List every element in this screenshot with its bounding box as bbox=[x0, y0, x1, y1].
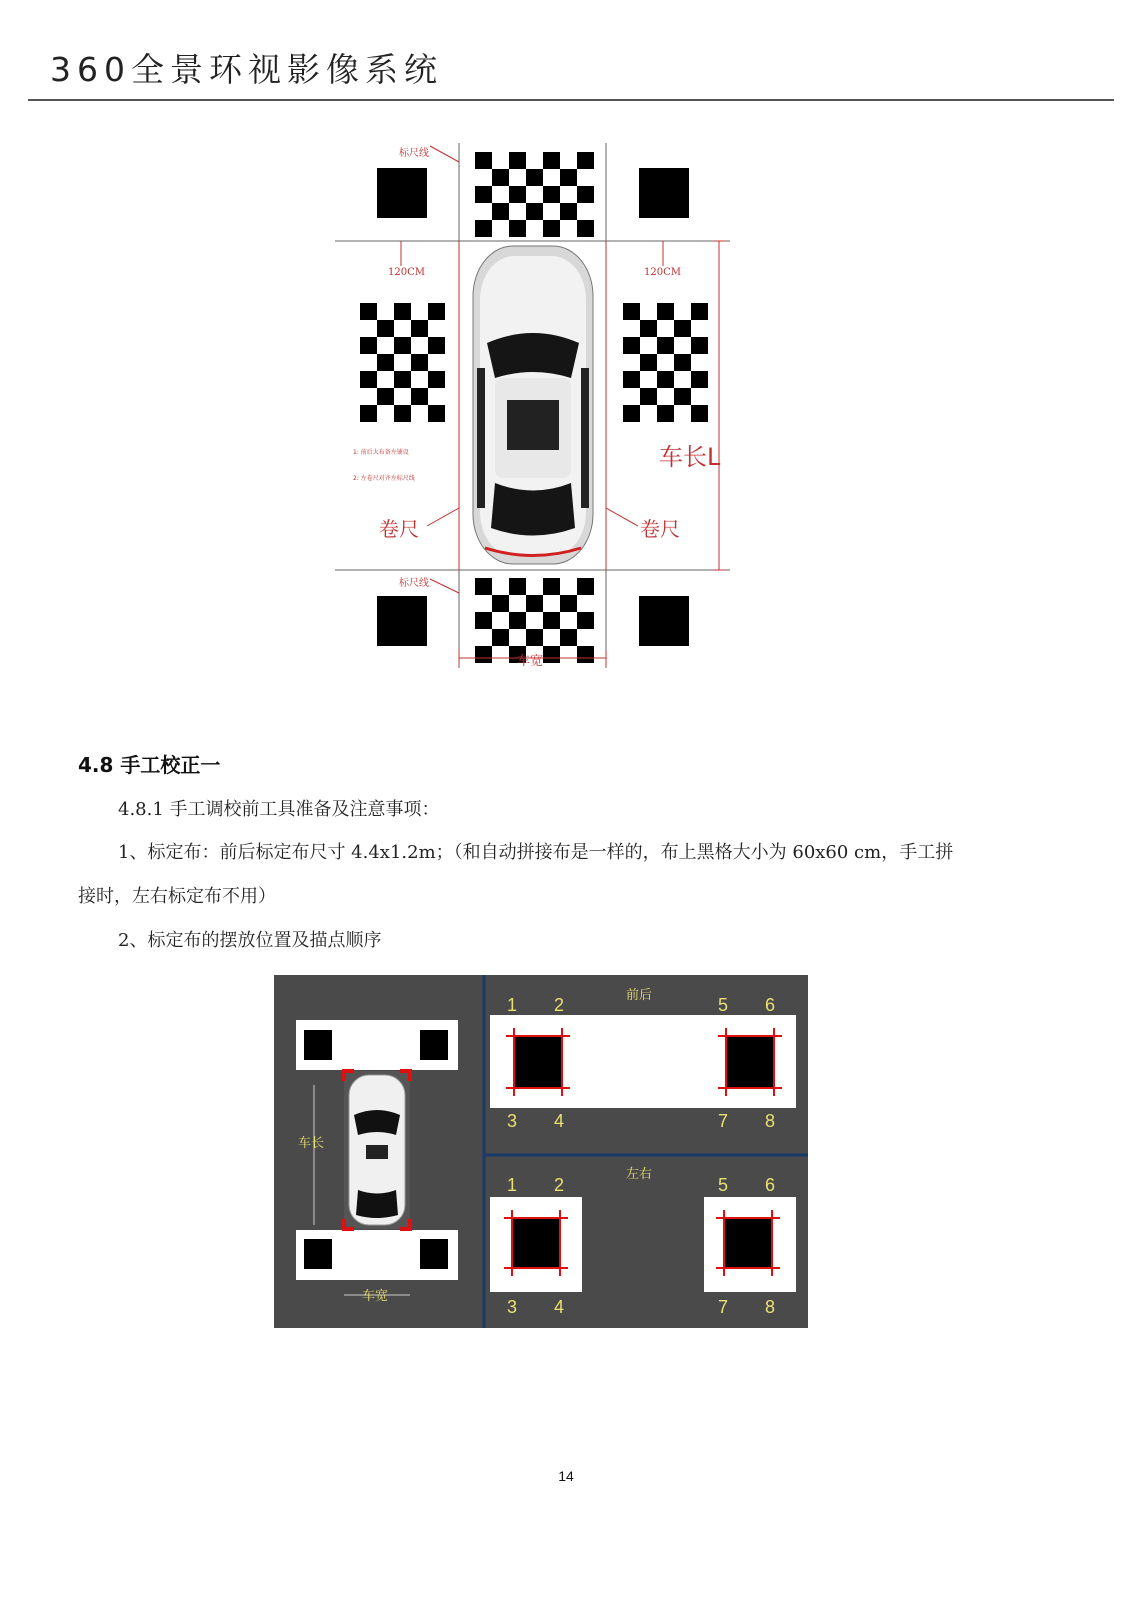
checker-cell bbox=[691, 405, 708, 422]
checker-cell bbox=[492, 203, 509, 220]
checker-cell bbox=[394, 303, 411, 320]
calibration-layout-figure bbox=[335, 138, 735, 678]
checker-cell bbox=[377, 354, 394, 371]
fb-point-2: 2 bbox=[554, 995, 565, 1015]
distance-120cm-right: 120CM bbox=[644, 267, 681, 278]
checker-cell bbox=[560, 203, 577, 220]
checker-cell bbox=[360, 405, 377, 422]
ruler-line-label-top: 标尺线 bbox=[399, 148, 429, 159]
note-2: 2: 左卷尺对齐左标尺线 bbox=[353, 475, 415, 482]
car-length-label: 车长L bbox=[659, 443, 721, 471]
lr-point-8: 8 bbox=[765, 1297, 776, 1317]
checker-cell bbox=[509, 612, 526, 629]
item-1-line-1: 1、标定布：前后标定布尺寸 4.4x1.2m；（和自动拼接布是一样的，布上黑格大小为 60x60 cm，手工拼 bbox=[118, 842, 954, 863]
checker-cell bbox=[543, 220, 560, 237]
checker-cell bbox=[640, 388, 657, 405]
checker-cell bbox=[543, 578, 560, 595]
checker-cell bbox=[509, 186, 526, 203]
checker-cell bbox=[428, 371, 445, 388]
checker-cell bbox=[394, 405, 411, 422]
lr-point-6: 6 bbox=[765, 1175, 776, 1195]
checker-cell bbox=[543, 612, 560, 629]
checker-cell bbox=[543, 646, 560, 663]
checker-cell bbox=[377, 388, 394, 405]
checkerboard-top bbox=[475, 152, 594, 237]
checker-cell bbox=[526, 595, 543, 612]
corner-square-top-right bbox=[639, 168, 689, 218]
item-1-line-2: 接时，左右标定布不用） bbox=[78, 886, 276, 907]
checker-cell bbox=[657, 405, 674, 422]
checker-cell bbox=[360, 371, 377, 388]
fig2-car-length-label: 车长 bbox=[298, 1136, 325, 1151]
car-width-label: 车宽 bbox=[517, 654, 544, 669]
lr-point-4: 4 bbox=[554, 1297, 565, 1317]
checker-cell bbox=[577, 612, 594, 629]
checker-cell bbox=[509, 578, 526, 595]
checker-cell bbox=[674, 388, 691, 405]
lr-point-2: 2 bbox=[554, 1175, 565, 1195]
checker-cell bbox=[543, 152, 560, 169]
checker-cell bbox=[475, 186, 492, 203]
checker-cell bbox=[360, 337, 377, 354]
checker-cell bbox=[360, 303, 377, 320]
checker-cell bbox=[428, 303, 445, 320]
checker-cell bbox=[691, 371, 708, 388]
header-divider bbox=[28, 99, 1114, 101]
checker-cell bbox=[560, 595, 577, 612]
note-1: 1: 前后大布备左铺设 bbox=[353, 449, 409, 456]
fb-point-6: 6 bbox=[765, 995, 776, 1015]
lr-point-5: 5 bbox=[718, 1175, 729, 1195]
checker-cell bbox=[577, 186, 594, 203]
lr-point-3: 3 bbox=[507, 1297, 518, 1317]
fb-point-8: 8 bbox=[765, 1111, 776, 1131]
front-back-label: 前后 bbox=[626, 988, 653, 1003]
checker-cell bbox=[492, 629, 509, 646]
tape-measure-label-left: 卷尺 bbox=[379, 517, 419, 541]
fb-point-3: 3 bbox=[507, 1111, 518, 1131]
checker-cell bbox=[492, 595, 509, 612]
fb-point-5: 5 bbox=[718, 995, 729, 1015]
checker-cell bbox=[640, 320, 657, 337]
checkerboard-bottom bbox=[475, 578, 594, 663]
checker-cell bbox=[394, 371, 411, 388]
checkerboard-right bbox=[623, 303, 708, 422]
corner-square-bottom-left bbox=[377, 596, 427, 646]
fb-point-7: 7 bbox=[718, 1111, 729, 1131]
corner-square-bottom-right bbox=[639, 596, 689, 646]
checker-cell bbox=[560, 169, 577, 186]
checker-cell bbox=[475, 152, 492, 169]
checker-cell bbox=[509, 220, 526, 237]
checker-cell bbox=[623, 337, 640, 354]
checker-cell bbox=[623, 303, 640, 320]
lr-point-7: 7 bbox=[718, 1297, 729, 1317]
checker-cell bbox=[577, 646, 594, 663]
fb-point-4: 4 bbox=[554, 1111, 565, 1131]
checker-cell bbox=[674, 354, 691, 371]
checker-cell bbox=[674, 320, 691, 337]
document-title: 360全景环视影像系统 bbox=[50, 50, 443, 89]
checker-cell bbox=[526, 629, 543, 646]
checker-cell bbox=[475, 220, 492, 237]
checker-cell bbox=[394, 337, 411, 354]
checker-cell bbox=[623, 371, 640, 388]
checker-cell bbox=[428, 405, 445, 422]
checker-cell bbox=[691, 337, 708, 354]
fb-point-1: 1 bbox=[507, 995, 518, 1015]
checker-cell bbox=[492, 169, 509, 186]
checker-cell bbox=[377, 320, 394, 337]
checker-cell bbox=[475, 578, 492, 595]
checker-cell bbox=[691, 303, 708, 320]
page-number: 14 bbox=[558, 1468, 574, 1484]
tape-measure-label-right: 卷尺 bbox=[640, 517, 680, 541]
checker-cell bbox=[475, 646, 492, 663]
checker-cell bbox=[640, 354, 657, 371]
checkerboard-left bbox=[360, 303, 445, 422]
checker-cell bbox=[657, 337, 674, 354]
item-2: 2、标定布的摆放位置及描点顺序 bbox=[118, 930, 382, 951]
checker-cell bbox=[411, 320, 428, 337]
placement-order-figure bbox=[274, 975, 808, 1328]
subsection-heading: 4.8.1 手工调校前工具准备及注意事项： bbox=[118, 799, 440, 820]
checker-cell bbox=[623, 405, 640, 422]
checker-cell bbox=[577, 152, 594, 169]
lr-point-1: 1 bbox=[507, 1175, 518, 1195]
checker-cell bbox=[543, 186, 560, 203]
section-heading: 4.8 手工校正一 bbox=[78, 753, 221, 777]
checker-cell bbox=[577, 220, 594, 237]
checker-cell bbox=[475, 612, 492, 629]
ruler-line-label-bottom: 标尺线 bbox=[399, 578, 429, 589]
checker-cell bbox=[526, 169, 543, 186]
corner-square-top-left bbox=[377, 168, 427, 218]
distance-120cm-left: 120CM bbox=[388, 267, 425, 278]
checker-cell bbox=[577, 578, 594, 595]
checker-cell bbox=[526, 203, 543, 220]
left-right-label: 左右 bbox=[626, 1167, 653, 1182]
checker-cell bbox=[657, 371, 674, 388]
checker-cell bbox=[428, 337, 445, 354]
checker-cell bbox=[509, 152, 526, 169]
checker-cell bbox=[560, 629, 577, 646]
checker-cell bbox=[411, 354, 428, 371]
fig2-car-width-label: 车宽 bbox=[362, 1289, 389, 1304]
car-top-view bbox=[473, 246, 593, 564]
checker-cell bbox=[657, 303, 674, 320]
checker-cell bbox=[411, 388, 428, 405]
